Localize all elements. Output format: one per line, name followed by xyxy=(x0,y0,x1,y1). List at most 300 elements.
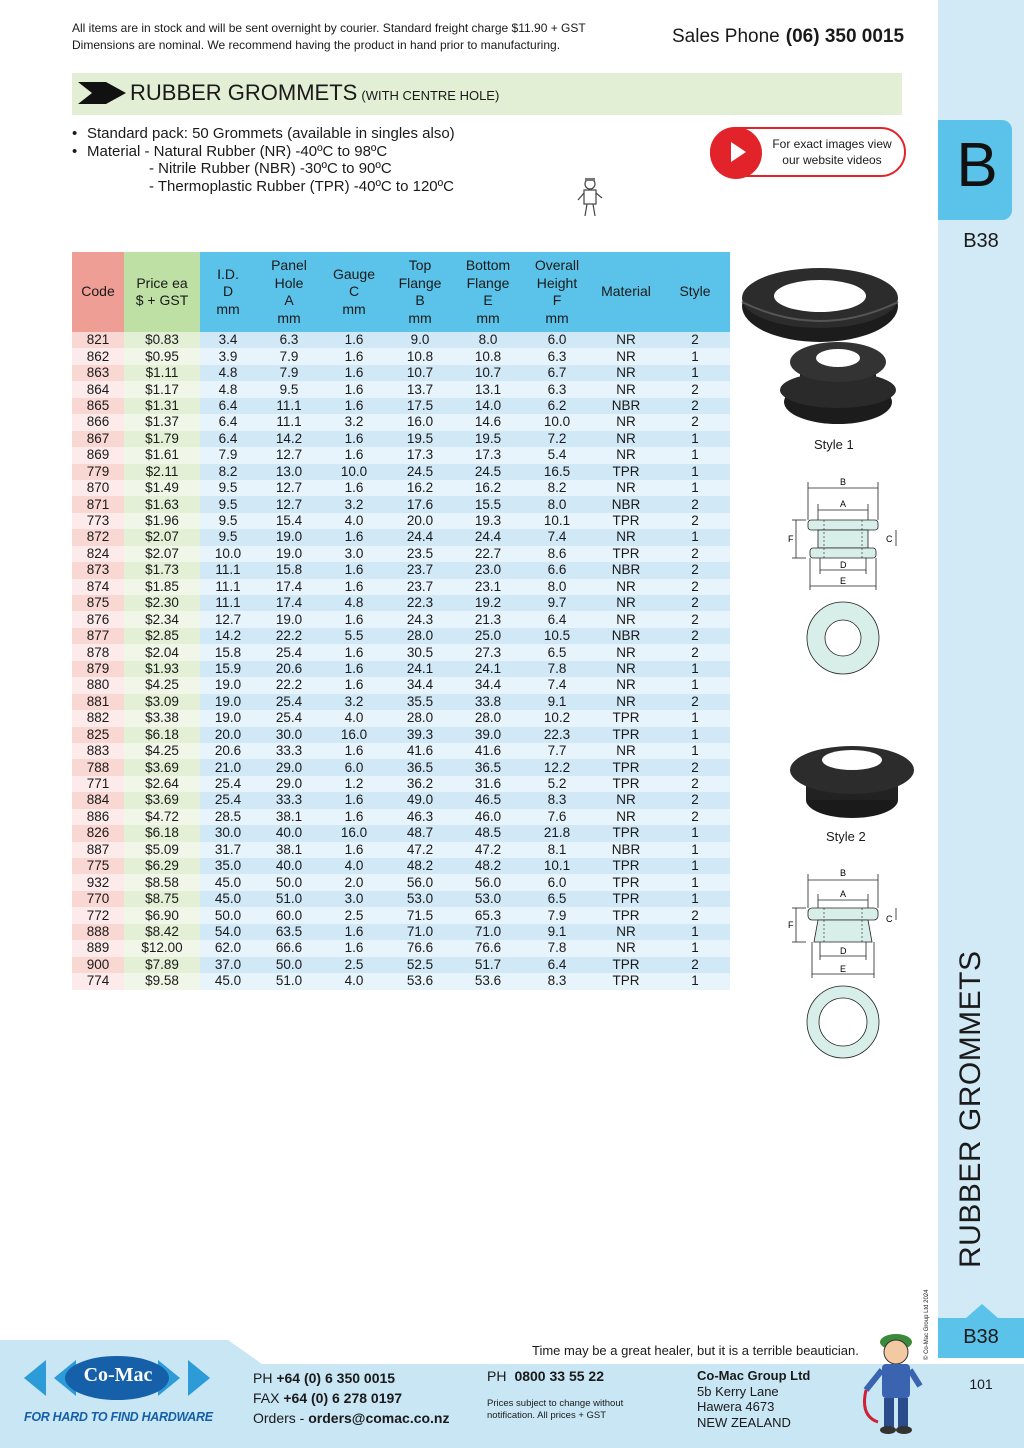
fax-number: +64 (0) 6 278 0197 xyxy=(283,1390,403,1406)
table-cell: 12.7 xyxy=(256,480,322,496)
table-row xyxy=(72,480,730,496)
table-cell: 1.6 xyxy=(322,940,386,956)
table-cell: $3.09 xyxy=(124,694,200,710)
company-address: Co-Mac Group Ltd 5b Kerry Lane Hawera 4673 NEW ZEALAND xyxy=(697,1368,811,1430)
table-cell: 2 xyxy=(660,776,730,792)
table-cell: 25.4 xyxy=(256,644,322,660)
table-cell: 14.2 xyxy=(256,431,322,447)
table-cell: 33.8 xyxy=(454,694,522,710)
table-cell: 45.0 xyxy=(200,874,256,890)
style1-dimension-diagram xyxy=(782,474,912,684)
table-row xyxy=(72,661,730,677)
table-cell: NBR xyxy=(592,398,660,414)
table-cell: 2 xyxy=(660,792,730,808)
table-cell: $1.93 xyxy=(124,661,200,677)
table-cell: 4.0 xyxy=(322,858,386,874)
table-cell: 23.7 xyxy=(386,562,454,578)
table-cell: $6.18 xyxy=(124,727,200,743)
table-cell: 876 xyxy=(72,611,124,627)
table-cell: TPR xyxy=(592,858,660,874)
table-cell: 1 xyxy=(660,661,730,677)
play-icon[interactable] xyxy=(731,142,746,162)
table-cell: 31.6 xyxy=(454,776,522,792)
side-title: RUBBER GROMMETS xyxy=(954,950,987,1268)
table-cell: 28.5 xyxy=(200,809,256,825)
table-cell: 38.1 xyxy=(256,842,322,858)
tagline: FOR HARD TO FIND HARDWARE xyxy=(24,1410,213,1424)
table-cell: 19.0 xyxy=(256,529,322,545)
table-cell: TPR xyxy=(592,759,660,775)
table-cell: 779 xyxy=(72,464,124,480)
style1-label: Style 1 xyxy=(814,437,854,452)
table-cell: 774 xyxy=(72,973,124,989)
table-cell: 38.1 xyxy=(256,809,322,825)
table-cell: 15.8 xyxy=(200,644,256,660)
table-cell: 2 xyxy=(660,562,730,578)
video-link-text[interactable]: For exact images view our website videos xyxy=(772,137,892,167)
table-cell: 13.1 xyxy=(454,381,522,397)
table-cell: 45.0 xyxy=(200,891,256,907)
stock-note-line1: All items are in stock and will be sent overnight by courier. Standard freight charge $11.90 + GST xyxy=(72,21,586,35)
table-row xyxy=(72,546,730,562)
table-cell: 9.1 xyxy=(522,694,592,710)
table-cell: 48.7 xyxy=(386,825,454,841)
table-cell: 24.4 xyxy=(386,529,454,545)
table-cell: 15.4 xyxy=(256,513,322,529)
table-cell: NR xyxy=(592,447,660,463)
table-cell: 10.0 xyxy=(200,546,256,562)
table-cell: 4.0 xyxy=(322,513,386,529)
table-cell: 1 xyxy=(660,891,730,907)
table-cell: TPR xyxy=(592,907,660,923)
table-cell: 9.5 xyxy=(200,513,256,529)
table-cell: 71.5 xyxy=(386,907,454,923)
table-cell: 862 xyxy=(72,348,124,364)
table-row xyxy=(72,907,730,923)
table-cell: 8.3 xyxy=(522,792,592,808)
table-cell: 5.2 xyxy=(522,776,592,792)
table-cell: NR xyxy=(592,579,660,595)
table-cell: 41.6 xyxy=(386,743,454,759)
table-cell: 25.4 xyxy=(256,694,322,710)
table-cell: NR xyxy=(592,332,660,348)
stock-note-line2: Dimensions are nominal. We recommend having the product in hand prior to manufacturing. xyxy=(72,38,561,52)
table-cell: 9.0 xyxy=(386,332,454,348)
table-cell: 29.0 xyxy=(256,776,322,792)
table-cell: 12.2 xyxy=(522,759,592,775)
table-cell: 56.0 xyxy=(386,874,454,890)
table-cell: 36.5 xyxy=(454,759,522,775)
table-cell: $1.49 xyxy=(124,480,200,496)
price-note: Prices subject to change without notification. All prices + GST xyxy=(487,1398,624,1421)
table-cell: 5.5 xyxy=(322,628,386,644)
table-row xyxy=(72,628,730,644)
table-cell: 1.6 xyxy=(322,644,386,660)
table-cell: 1.6 xyxy=(322,365,386,381)
page-title xyxy=(130,80,499,106)
dim-c-label: C xyxy=(886,914,893,924)
table-cell: 6.4 xyxy=(522,957,592,973)
grommet-photo-style2 xyxy=(786,740,916,820)
table-cell: $4.25 xyxy=(124,677,200,693)
table-cell: 1.6 xyxy=(322,579,386,595)
table-cell: $1.85 xyxy=(124,579,200,595)
table-cell: 14.2 xyxy=(200,628,256,644)
table-cell: 22.2 xyxy=(256,677,322,693)
table-cell: 9.1 xyxy=(522,924,592,940)
table-cell: 3.0 xyxy=(322,546,386,562)
table-cell: 46.3 xyxy=(386,809,454,825)
table-cell: 23.1 xyxy=(454,579,522,595)
table-cell: 21.3 xyxy=(454,611,522,627)
table-cell: 1 xyxy=(660,464,730,480)
table-cell: $6.90 xyxy=(124,907,200,923)
table-cell: 7.9 xyxy=(200,447,256,463)
table-row xyxy=(72,842,730,858)
dim-f-label: F xyxy=(788,920,794,930)
table-cell: $8.42 xyxy=(124,924,200,940)
table-cell: $2.07 xyxy=(124,529,200,545)
col-overall-height: Overall Height F mm xyxy=(522,252,592,332)
table-cell: 19.0 xyxy=(200,694,256,710)
table-row xyxy=(72,858,730,874)
table-cell: $1.17 xyxy=(124,381,200,397)
sales-phone-number[interactable]: (06) 350 0015 xyxy=(785,26,905,47)
table-cell: 30.0 xyxy=(200,825,256,841)
table-cell: 22.3 xyxy=(386,595,454,611)
table-cell: 1 xyxy=(660,348,730,364)
table-cell: 28.0 xyxy=(386,628,454,644)
table-cell: 884 xyxy=(72,792,124,808)
table-cell: 7.4 xyxy=(522,529,592,545)
col-id: I.D. D mm xyxy=(200,252,256,332)
table-cell: 7.9 xyxy=(522,907,592,923)
table-cell: $8.75 xyxy=(124,891,200,907)
table-cell: 1 xyxy=(660,727,730,743)
table-cell: 24.3 xyxy=(386,611,454,627)
bottom-tab-notch xyxy=(966,1304,998,1318)
table-row xyxy=(72,348,730,364)
table-cell: 1.6 xyxy=(322,743,386,759)
table-cell: 66.6 xyxy=(256,940,322,956)
table-cell: $8.58 xyxy=(124,874,200,890)
table-cell: NR xyxy=(592,595,660,611)
table-cell: 2 xyxy=(660,809,730,825)
table-row xyxy=(72,759,730,775)
table-cell: 867 xyxy=(72,431,124,447)
table-cell: 16.0 xyxy=(322,727,386,743)
table-cell: 30.0 xyxy=(256,727,322,743)
table-cell: 52.5 xyxy=(386,957,454,973)
table-cell: TPR xyxy=(592,825,660,841)
table-cell: 29.0 xyxy=(256,759,322,775)
dim-d-label: D xyxy=(840,560,847,570)
table-cell: 3.0 xyxy=(322,891,386,907)
table-cell: 1 xyxy=(660,677,730,693)
table-cell: 11.1 xyxy=(200,562,256,578)
table-cell: 6.3 xyxy=(256,332,322,348)
table-cell: NR xyxy=(592,480,660,496)
table-cell: 10.2 xyxy=(522,710,592,726)
table-cell: 19.3 xyxy=(454,513,522,529)
table-cell: 17.6 xyxy=(386,496,454,512)
table-cell: 880 xyxy=(72,677,124,693)
table-cell: 788 xyxy=(72,759,124,775)
table-cell: 1.6 xyxy=(322,348,386,364)
table-cell: 7.8 xyxy=(522,940,592,956)
table-cell: 25.4 xyxy=(200,792,256,808)
table-cell: 37.0 xyxy=(200,957,256,973)
table-row xyxy=(72,496,730,512)
table-cell: 1 xyxy=(660,825,730,841)
table-cell: 2 xyxy=(660,759,730,775)
table-cell: 39.0 xyxy=(454,727,522,743)
table-cell: $2.07 xyxy=(124,546,200,562)
table-cell: 22.2 xyxy=(256,628,322,644)
list-item: - Thermoplastic Rubber (TPR) -40ºC to 120ºC xyxy=(149,177,454,195)
dim-e-label: E xyxy=(840,576,847,586)
table-cell: 40.0 xyxy=(256,825,322,841)
table-cell: 2 xyxy=(660,628,730,644)
table-cell: $7.89 xyxy=(124,957,200,973)
table-cell: $1.61 xyxy=(124,447,200,463)
table-cell: 40.0 xyxy=(256,858,322,874)
table-cell: 871 xyxy=(72,496,124,512)
table-cell: 16.0 xyxy=(322,825,386,841)
table-cell: 3.9 xyxy=(200,348,256,364)
table-cell: 1.6 xyxy=(322,480,386,496)
stock-note xyxy=(72,20,672,54)
table-cell: 1 xyxy=(660,874,730,890)
table-cell: 6.0 xyxy=(522,332,592,348)
table-cell: 882 xyxy=(72,710,124,726)
table-cell: 45.0 xyxy=(200,973,256,989)
table-cell: TPR xyxy=(592,957,660,973)
table-cell: NR xyxy=(592,365,660,381)
table-cell: 6.7 xyxy=(522,365,592,381)
table-cell: NR xyxy=(592,743,660,759)
table-row xyxy=(72,332,730,348)
table-body xyxy=(72,332,730,990)
table-cell: 7.2 xyxy=(522,431,592,447)
table-cell: 9.5 xyxy=(200,529,256,545)
table-cell: NBR xyxy=(592,842,660,858)
table-cell: $9.58 xyxy=(124,973,200,989)
table-cell: NR xyxy=(592,792,660,808)
table-cell: 8.0 xyxy=(454,332,522,348)
table-cell: 10.1 xyxy=(522,513,592,529)
table-cell: $4.25 xyxy=(124,743,200,759)
dim-e-label: E xyxy=(840,964,847,974)
table-cell: 5.4 xyxy=(522,447,592,463)
table-cell: 36.2 xyxy=(386,776,454,792)
table-cell: 866 xyxy=(72,414,124,430)
table-cell: 19.0 xyxy=(200,710,256,726)
table-row xyxy=(72,562,730,578)
table-cell: 71.0 xyxy=(454,924,522,940)
table-cell: 19.0 xyxy=(256,546,322,562)
table-cell: 19.5 xyxy=(386,431,454,447)
table-cell: 6.6 xyxy=(522,562,592,578)
table-cell: 16.5 xyxy=(522,464,592,480)
table-cell: 23.7 xyxy=(386,579,454,595)
table-row xyxy=(72,529,730,545)
slogan: Time may be a great healer, but it is a terrible beautician. xyxy=(532,1343,859,1358)
table-cell: 14.6 xyxy=(454,414,522,430)
table-cell: 41.6 xyxy=(454,743,522,759)
table-cell: 24.4 xyxy=(454,529,522,545)
table-row xyxy=(72,825,730,841)
dim-c-label: C xyxy=(886,534,893,544)
table-cell: 2 xyxy=(660,332,730,348)
page-code-top: B38 xyxy=(963,230,999,252)
table-cell: 8.0 xyxy=(522,496,592,512)
table-cell: NR xyxy=(592,940,660,956)
table-row xyxy=(72,743,730,759)
table-cell: 2 xyxy=(660,579,730,595)
table-row xyxy=(72,891,730,907)
table-cell: TPR xyxy=(592,973,660,989)
table-cell: TPR xyxy=(592,891,660,907)
table-cell: 2.5 xyxy=(322,957,386,973)
dim-b-label: B xyxy=(840,477,847,487)
table-cell: 879 xyxy=(72,661,124,677)
table-cell: 9.5 xyxy=(256,381,322,397)
comac-logo-text: Co-Mac xyxy=(83,1364,153,1386)
table-cell: 54.0 xyxy=(200,924,256,940)
table-cell: 12.7 xyxy=(256,447,322,463)
dim-a-label: A xyxy=(840,889,847,899)
table-row xyxy=(72,398,730,414)
table-cell: 9.7 xyxy=(522,595,592,611)
table-cell: 1.6 xyxy=(322,381,386,397)
table-cell: 865 xyxy=(72,398,124,414)
table-cell: 6.4 xyxy=(200,431,256,447)
table-cell: 875 xyxy=(72,595,124,611)
table-cell: 1.6 xyxy=(322,677,386,693)
table-cell: 1.6 xyxy=(322,398,386,414)
table-cell: 10.0 xyxy=(322,464,386,480)
table-cell: 24.1 xyxy=(454,661,522,677)
table-row xyxy=(72,710,730,726)
table-cell: 50.0 xyxy=(256,874,322,890)
table-cell: 2.0 xyxy=(322,874,386,890)
table-cell: 46.0 xyxy=(454,809,522,825)
dim-d-label: D xyxy=(840,946,847,956)
table-cell: NBR xyxy=(592,562,660,578)
table-cell: 21.0 xyxy=(200,759,256,775)
col-top-flange: Top Flange B mm xyxy=(386,252,454,332)
table-cell: 7.9 xyxy=(256,365,322,381)
table-cell: 6.2 xyxy=(522,398,592,414)
table-cell: 775 xyxy=(72,858,124,874)
table-cell: 2 xyxy=(660,694,730,710)
table-cell: 24.1 xyxy=(386,661,454,677)
table-cell: 33.3 xyxy=(256,743,322,759)
table-cell: 1.6 xyxy=(322,332,386,348)
table-cell: 36.5 xyxy=(386,759,454,775)
table-cell: 9.5 xyxy=(200,480,256,496)
table-cell: NR xyxy=(592,661,660,677)
table-cell: 869 xyxy=(72,447,124,463)
orders-email-link[interactable]: orders@comac.co.nz xyxy=(308,1410,450,1426)
page-number: 101 xyxy=(969,1376,993,1392)
table-cell: $4.72 xyxy=(124,809,200,825)
mascot-small-icon xyxy=(576,176,604,218)
table-cell: 883 xyxy=(72,743,124,759)
table-cell: 11.1 xyxy=(256,398,322,414)
table-cell: 1.6 xyxy=(322,529,386,545)
table-row xyxy=(72,611,730,627)
table-cell: $5.09 xyxy=(124,842,200,858)
freephone-number[interactable]: 0800 33 55 22 xyxy=(514,1368,604,1384)
table-cell: 8.1 xyxy=(522,842,592,858)
table-cell: 821 xyxy=(72,332,124,348)
table-cell: 6.0 xyxy=(522,874,592,890)
table-cell: 6.4 xyxy=(200,398,256,414)
table-cell: 7.9 xyxy=(256,348,322,364)
table-cell: 1 xyxy=(660,480,730,496)
table-cell: 1.6 xyxy=(322,809,386,825)
table-cell: 15.8 xyxy=(256,562,322,578)
table-cell: 6.0 xyxy=(322,759,386,775)
table-cell: NR xyxy=(592,611,660,627)
sales-phone xyxy=(672,26,904,48)
table-cell: TPR xyxy=(592,727,660,743)
dim-a-label: A xyxy=(840,499,847,509)
table-cell: 8.2 xyxy=(200,464,256,480)
table-cell: 50.0 xyxy=(256,957,322,973)
table-cell: 900 xyxy=(72,957,124,973)
table-cell: $3.69 xyxy=(124,792,200,808)
grommet-photo-style1 xyxy=(740,262,930,430)
table-cell: $1.37 xyxy=(124,414,200,430)
col-gauge: Gauge C mm xyxy=(322,252,386,332)
table-cell: 2 xyxy=(660,381,730,397)
table-cell: TPR xyxy=(592,513,660,529)
table-cell: 878 xyxy=(72,644,124,660)
table-cell: 863 xyxy=(72,365,124,381)
table-row xyxy=(72,595,730,611)
table-cell: 25.0 xyxy=(454,628,522,644)
table-cell: 870 xyxy=(72,480,124,496)
table-cell: $1.63 xyxy=(124,496,200,512)
table-cell: 3.2 xyxy=(322,414,386,430)
table-cell: 48.2 xyxy=(386,858,454,874)
phone-number[interactable]: +64 (0) 6 350 0015 xyxy=(276,1370,396,1386)
style2-label: Style 2 xyxy=(826,829,866,844)
table-cell: 1 xyxy=(660,842,730,858)
table-cell: $0.83 xyxy=(124,332,200,348)
table-cell: 6.5 xyxy=(522,891,592,907)
table-cell: 19.2 xyxy=(454,595,522,611)
table-cell: 48.5 xyxy=(454,825,522,841)
table-cell: NR xyxy=(592,924,660,940)
table-cell: 10.1 xyxy=(522,858,592,874)
table-row xyxy=(72,874,730,890)
table-cell: $1.73 xyxy=(124,562,200,578)
col-bottom-flange: Bottom Flange E mm xyxy=(454,252,522,332)
table-cell: 15.9 xyxy=(200,661,256,677)
table-cell: 10.0 xyxy=(522,414,592,430)
table-row xyxy=(72,973,730,989)
table-cell: $1.31 xyxy=(124,398,200,414)
table-cell: 1.6 xyxy=(322,447,386,463)
table-cell: 889 xyxy=(72,940,124,956)
table-cell: 53.0 xyxy=(386,891,454,907)
table-cell: 11.1 xyxy=(200,579,256,595)
list-item: - Nitrile Rubber (NBR) -30ºC to 90ºC xyxy=(149,160,392,177)
